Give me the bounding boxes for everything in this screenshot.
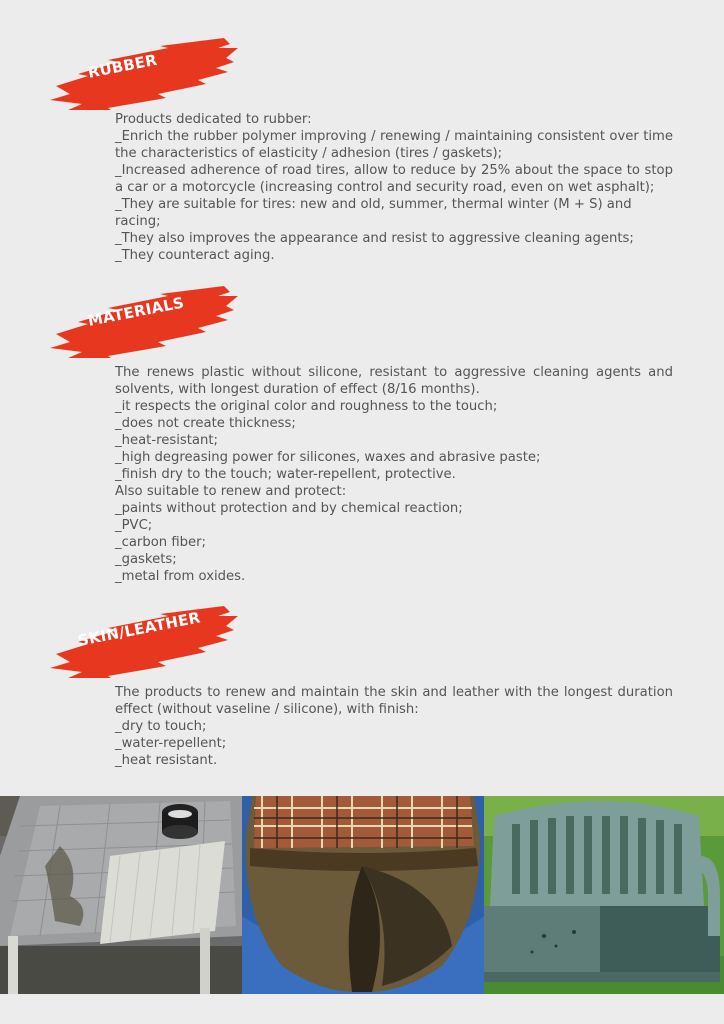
seat-photo — [242, 796, 484, 994]
rubber-badge — [48, 38, 244, 110]
brush-stroke-icon — [48, 38, 244, 110]
text-line: _heat-resistant; — [115, 433, 218, 448]
text-line: _water-repellent; — [115, 736, 227, 751]
materials-badge — [48, 286, 244, 358]
brush-stroke-icon — [48, 286, 244, 358]
text-line: _dry to touch; — [115, 719, 207, 734]
rubber-title: RUBBER — [86, 50, 159, 82]
text-line: _paints without protection and by chemical reaction; — [115, 501, 463, 516]
text-line: _gaskets; — [115, 552, 177, 567]
leather-badge — [48, 606, 244, 678]
text-line: _They counteract aging. — [115, 248, 275, 263]
materials-title: MATERIALS — [86, 293, 186, 330]
text-line: Products dedicated to rubber: — [115, 112, 312, 127]
text-line: Also suitable to renew and protect: — [115, 484, 347, 499]
text-line: _carbon fiber; — [115, 535, 206, 550]
materials-section — [0, 280, 724, 600]
text-line: _PVC; — [115, 518, 153, 533]
photo-strip — [0, 796, 724, 994]
text-line: The renews plastic without silicone, resistant to aggressive cleaning agents and solvents, with longest duration of effect (8/16 months). — [115, 365, 673, 397]
text-line: _heat resistant. — [115, 753, 218, 768]
text-line: _high degreasing power for silicones, waxes and abrasive paste; — [115, 450, 541, 465]
leather-text — [115, 684, 673, 769]
table-photo — [0, 796, 242, 994]
bench-photo — [484, 796, 724, 994]
text-line: _Increased adherence of road tires, allow to reduce by 25% about the space to stop a car or a motorcycle (increasing control and security road, even on wet asphalt); — [115, 163, 673, 195]
text-line: _metal from oxides. — [115, 569, 246, 584]
leather-title: SKIN/LEATHER — [76, 608, 202, 650]
rubber-text — [115, 111, 673, 264]
text-line: _finish dry to the touch; water-repellent, protective. — [115, 467, 456, 482]
text-line: _it respects the original color and roughness to the touch; — [115, 399, 498, 414]
text-line: _They also improves the appearance and resist to aggressive cleaning agents; — [115, 231, 634, 246]
materials-text — [115, 364, 673, 585]
text-line: The products to renew and maintain the skin and leather with the longest duration effect (without vaseline / silicone), with finish: — [115, 685, 673, 717]
rubber-section — [0, 0, 724, 280]
leather-section — [0, 600, 724, 790]
text-line: _does not create thickness; — [115, 416, 296, 431]
text-line: _They are suitable for tires: new and old, summer, thermal winter (M + S) and racing; — [115, 197, 632, 229]
text-line: _Enrich the rubber polymer improving / renewing / maintaining consistent over time the characteristics of elasticity / adhesion (tires / gaskets); — [115, 129, 673, 161]
